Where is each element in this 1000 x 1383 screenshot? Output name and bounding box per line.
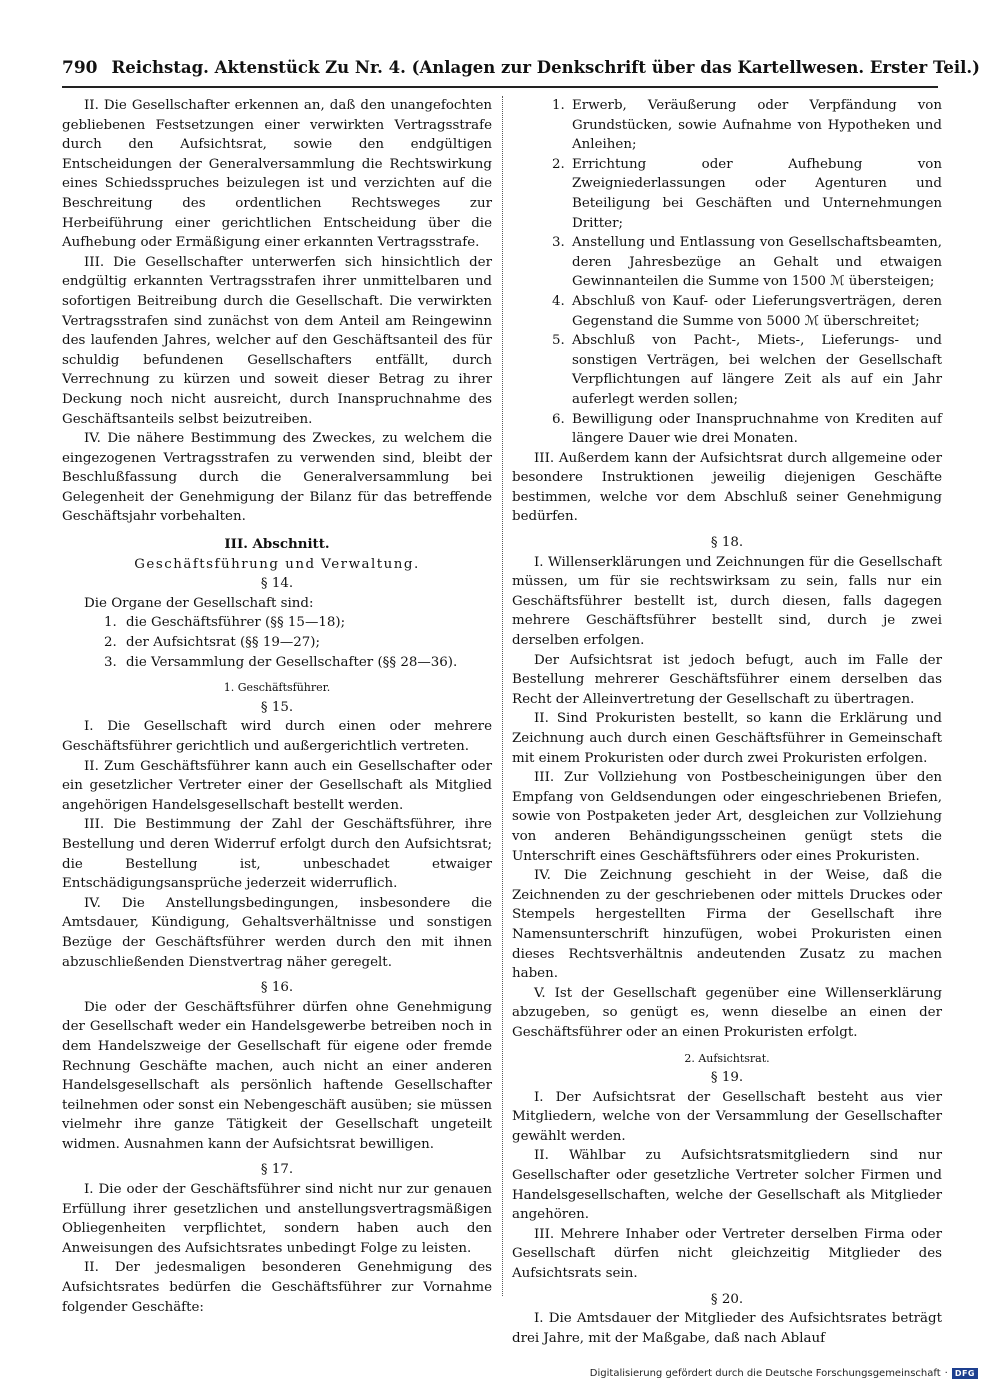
paragraph: I. Der Aufsichtsrat der Gesellschaft besteht aus vier Mitgliedern, welche von der Versammlung der Gesellschafter gewählt werden. xyxy=(512,1089,942,1144)
paragraph-mark: § 16. xyxy=(260,980,294,996)
list-item: 1. die Geschäftsführer (§§ 15—18); xyxy=(104,615,346,631)
list-item: 1. Erwerb, Veräußerung oder Verpfändung von Grundstücken, sowie Aufnahme von Hypotheken und Anleihen; xyxy=(552,98,942,153)
column-divider xyxy=(502,96,503,1296)
page-number: 790 xyxy=(62,58,98,78)
paragraph: IV. Die Zeichnung geschieht in der Weise, daß die Zeichnenden zu der geschriebenen oder mittels Druckes oder Stempels hergestellten Firma der Gesellschaft ihre Namensunterschrift hinzufügen, wobei Prokuristen einen dieses Rechtsverhältnis andeutenden Zusatz zu machen haben. xyxy=(512,868,942,982)
paragraph: II. Sind Prokuristen bestellt, so kann die Erklärung und Zeichnung auch durch einen Geschäftsführer in Gemeinschaft mit einem Prokuristen oder durch zwei Prokuristen erfolgen. xyxy=(512,711,942,766)
paragraph: II. Wählbar zu Aufsichtsratsmitgliedern sind nur Gesellschafter oder gesetzliche Vertreter solcher Firmen und Handelsgesellschaften, welche der Gesellschaft als Mitglieder angehören. xyxy=(512,1148,942,1223)
section-title: Geschäftsführung und Verwaltung. xyxy=(134,556,420,572)
list-item: 2. der Aufsichtsrat (§§ 19—27); xyxy=(104,635,321,651)
paragraph: Die oder der Geschäftsführer dürfen ohne Genehmigung der Gesellschaft weder ein Handelsgewerbe betreiben noch in dem Handelszweige der Gesellschaft für eigene oder fremde Rechnung Geschäfte machen, auch nicht an einer anderen Handelsgesellschaft als persönlich haftende Gesellschafter teilnehmen oder sonst ein Nebengeschäft ausüben; sie müssen vielmehr ihre ganze Tätigkeit der Gesellschaft ungeteilt widmen. Ausnahmen kann der Aufsichtsrat bewilligen. xyxy=(62,999,492,1152)
paragraph-mark: § 18. xyxy=(710,535,744,551)
dfg-logo-icon: DFG xyxy=(952,1368,978,1379)
paragraph: III. Mehrere Inhaber oder Vertreter derselben Firma oder Gesellschaft dürfen nicht gleichzeitig Mitglieder des Aufsichtsrats sein. xyxy=(512,1226,942,1282)
header-rule xyxy=(62,86,938,88)
paragraph: IV. Die Anstellungsbedingungen, insbesondere die Amtsdauer, Kündigung, Gehaltsverhältnisse und sonstigen Bezüge der Geschäftsführer werden durch den mit ihnen abzuschließenden Dienstvertrag näher geregelt. xyxy=(62,895,492,970)
list-item: 3. Anstellung und Entlassung von Gesellschaftsbeamten, deren Jahresbezüge an Gehalt und etwaigen Gewinnanteilen die Summe von 1500 ℳ übersteigen; xyxy=(552,235,942,290)
section-heading: III. Abschnitt. xyxy=(224,536,330,553)
text-columns xyxy=(62,96,942,1346)
left-column xyxy=(62,96,492,1328)
paragraph-mark: § 14. xyxy=(260,576,294,592)
paragraph: II. Der jedesmaligen besonderen Genehmigung des Aufsichtsrates bedürfen die Geschäftsführer zur Vornahme folgender Geschäfte: xyxy=(62,1260,492,1315)
paragraph: II. Die Gesellschafter erkennen an, daß den unangefochten gebliebenen Festsetzungen einer verwirkten Vertragsstrafe durch den Aufsichtsrat, sowie den endgültigen Entscheidungen der Generalversammlung die Rechtswirkung eines Schiedsspruches beizulegen ist und verzichten auf die Beschreitung des ordentlichen Rechtsweges zur Herbeiführung einer gerichtlichen Entscheidung über die Aufhebung oder Ermäßigung einer erkannten Vertragsstrafe. xyxy=(62,98,492,251)
paragraph: III. Zur Vollziehung von Postbescheinigungen über den Empfang von Geldsendungen oder eingeschriebenen Briefen, sowie von Postpaketen jeder Art, desgleichen zur Vollziehung von anderen Behändigungsscheinen genügt stets die Unterschrift eines Geschäftsführers oder eines Prokuristen. xyxy=(512,770,942,864)
paragraph: IV. Die nähere Bestimmung des Zweckes, zu welchem die eingezogenen Vertragsstrafen zu verwenden sind, bleibt der Beschlußfassung durch die Generalversammlung bei Gelegenheit der Genehmigung der Bilanz für das betreffende Geschäftsjahr vorbehalten. xyxy=(62,431,492,525)
running-title: Reichstag. Aktenstück Zu Nr. 4. (Anlagen zur Denkschrift über das Kartellwesen. Erster Teil.) xyxy=(111,58,980,77)
paragraph-mark: § 15. xyxy=(260,699,294,715)
list-item: 5. Abschluß von Pacht-, Miets-, Lieferungs- und sonstigen Verträgen, bei welchen der Gesellschaft Verpflichtungen auf längere Zeit als auf ein Jahr auferlegt werden sollen; xyxy=(552,333,942,407)
list-item: 2. Errichtung oder Aufhebung von Zweigniederlassungen oder Agenturen und Beteiligung bei Geschäften und Unternehmungen Dritter; xyxy=(552,156,942,231)
list-item: 4. Abschluß von Kauf- oder Lieferungsverträgen, deren Gegenstand die Summe von 5000 ℳ überschreitet; xyxy=(552,293,942,329)
paragraph: Der Aufsichtsrat ist jedoch befugt, auch im Falle der Bestellung mehrerer Geschäftsführer einem derselben das Recht der Alleinvertretung der Gesellschaft zu übertragen. xyxy=(512,652,942,707)
paragraph: III. Die Gesellschafter unterwerfen sich hinsichtlich der endgültig erkannten Vertragsstrafen ihrer unmittelbaren und sofortigen Beitreibung durch die Gesellschaft. Die verwirkten Vertragsstrafen sind zunächst von dem Anteil am Reingewinn des laufenden Jahres, welcher auf den Geschäftsanteil des für schuldig befundenen Gesellschafters entfällt, durch Verrechnung zu kürzen und soweit dieser Betrag zu ihrer Deckung noch nicht ausreicht, durch Inanspruchnahme des Geschäftsanteils selbst beizutreiben. xyxy=(62,254,492,427)
paragraph: I. Die Gesellschaft wird durch einen oder mehrere Geschäftsführer gerichtlich und außergerichtlich vertreten. xyxy=(62,719,492,754)
paragraph-mark: § 20. xyxy=(710,1291,744,1307)
paragraph: V. Ist der Gesellschaft gegenüber eine Willenserklärung abzugeben, so genügt es, wenn dieselbe an einen der Geschäftsführer oder an einen Prokuristen erfolgt. xyxy=(512,985,942,1040)
credit-text: Digitalisierung gefördert durch die Deutsche Forschungsgemeinschaft xyxy=(589,1368,941,1379)
paragraph-mark: § 19. xyxy=(710,1070,744,1086)
paragraph: I. Willenserklärungen und Zeichnungen für die Gesellschaft müssen, um für sie rechtswirksam zu sein, falls nur ein Geschäftsführer bestellt ist, durch diesen, falls dagegen mehrere Geschäftsführer bestellt sind, durch je zwei derselben erfolgen. xyxy=(512,554,942,649)
subsection-heading: 2. Aufsichtsrat. xyxy=(684,1051,770,1065)
digitization-credit: Digitalisierung gefördert durch die Deutsche Forschungsgemeinschaft · DFG xyxy=(590,1368,978,1379)
page-header xyxy=(62,58,980,84)
paragraph: I. Die oder der Geschäftsführer sind nicht nur zur genauen Erfüllung ihrer gesetzlichen und anstellungsvertragsmäßigen Obliegenheiten verpflichtet, sondern haben auch den Anweisungen des Aufsichtsrates unbedingt Folge zu leisten. xyxy=(62,1182,492,1256)
right-column xyxy=(512,96,942,1346)
paragraph: I. Die Amtsdauer der Mitglieder des Aufsichtsrates beträgt drei Jahre, mit der Maßgabe, daß nach Ablauf xyxy=(512,1311,942,1346)
paragraph: II. Zum Geschäftsführer kann auch ein Gesellschafter oder ein gesetzlicher Vertreter einer der Gesellschaft als Mitglied angehörigen Handelsgesellschaft bestellt werden. xyxy=(62,758,492,813)
paragraph: III. Außerdem kann der Aufsichtsrat durch allgemeine oder besondere Instruktionen jeweilig diejenigen Geschäfte bestimmen, welche vor dem Abschluß seiner Genehmigung bedürfen. xyxy=(512,450,942,525)
list-item: 6. Bewilligung oder Inanspruchnahme von Krediten auf längere Dauer wie drei Monaten. xyxy=(552,411,942,447)
paragraph: III. Die Bestimmung der Zahl der Geschäftsführer, ihre Bestellung und deren Widerruf erfolgt durch den Aufsichtsrat; die Bestellung ist, unbeschadet etwaiger Entschädigungsansprüche jederzeit widerruflich. xyxy=(62,817,492,892)
list-item: 3. die Versammlung der Gesellschafter (§§ 28—36). xyxy=(104,654,458,670)
subsection-heading: 1. Geschäftsführer. xyxy=(223,681,331,695)
document-page xyxy=(62,58,980,1346)
paragraph: Die Organe der Gesellschaft sind: xyxy=(84,595,314,611)
paragraph-mark: § 17. xyxy=(260,1162,294,1178)
